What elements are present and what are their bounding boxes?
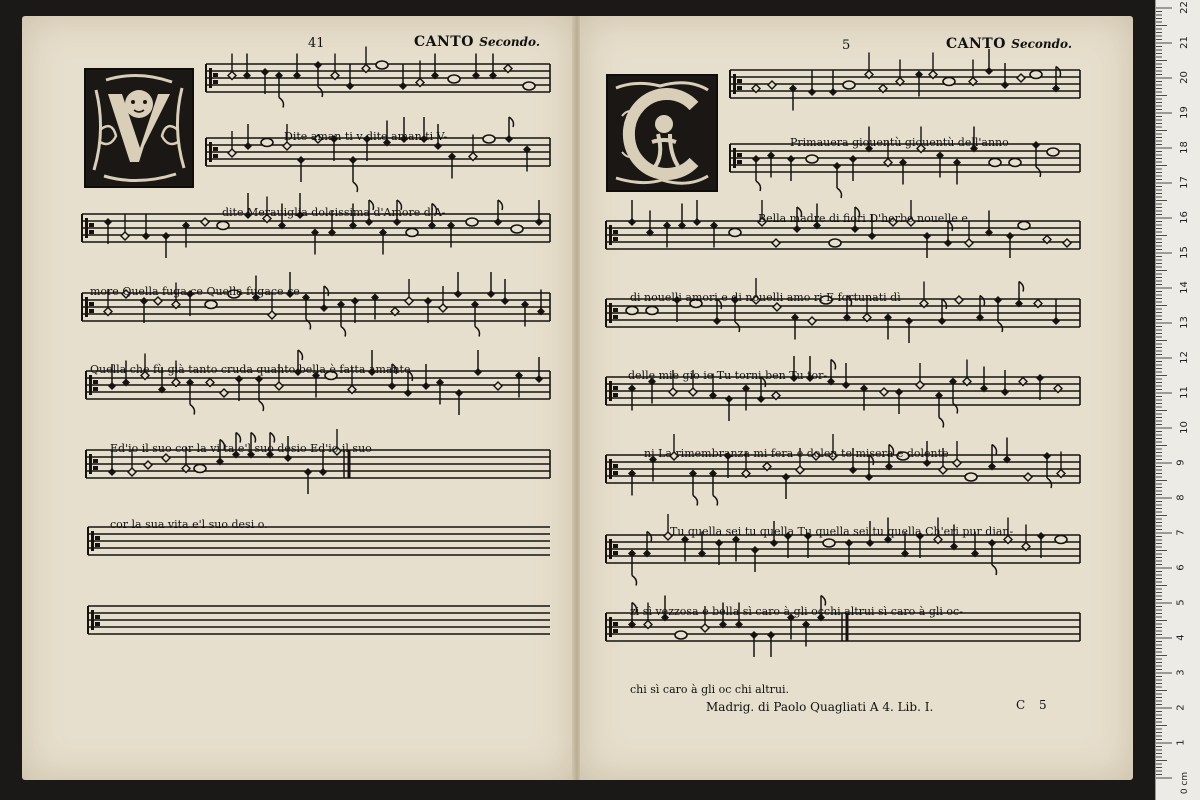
left-header-canto: CANTO xyxy=(414,34,474,50)
left-lyric-line-4: Quella che fù già tanto cruda quanto bella è fatta amante xyxy=(90,363,411,376)
left-lyric-line-3: more Quella fuga ce Quella fugace ce xyxy=(90,285,300,298)
right-staff-3 xyxy=(606,200,1080,258)
measuring-ruler xyxy=(1155,0,1200,800)
left-staff-3 xyxy=(82,193,550,258)
right-staff-5 xyxy=(606,356,1080,428)
left-page-number: 41 xyxy=(308,36,325,51)
left-header-secondo: Secondo. xyxy=(479,35,540,49)
signature-number: 5 xyxy=(1039,698,1047,712)
ruler-ticks xyxy=(1156,0,1200,800)
ruler-number: 9 xyxy=(1175,459,1187,466)
left-empty-staff-1 xyxy=(88,527,550,555)
left-staff-5 xyxy=(86,350,550,415)
ruler-number: 11 xyxy=(1178,386,1190,399)
ruler-number: 18 xyxy=(1178,141,1190,154)
ruler-number: 13 xyxy=(1178,316,1190,329)
right-lyric-line-4: delle mie gio ie Tu torni ben Tu tor- xyxy=(628,369,828,382)
colophon-footer: Madrig. di Paolo Quagliati A 4. Lib. I. xyxy=(706,700,934,714)
right-music-staves xyxy=(580,16,1133,780)
ruler-number: 15 xyxy=(1178,246,1190,259)
ruler-number: 16 xyxy=(1178,211,1190,224)
left-lyric-line-1: Dite aman ti v dite aman ti V- xyxy=(284,130,448,143)
ruler-number: 1 xyxy=(1175,739,1187,746)
ruler-number: 2 xyxy=(1175,704,1187,711)
ruler-number: 5 xyxy=(1175,599,1187,606)
left-staff-6 xyxy=(86,429,550,494)
right-lyric-line-7: zi sì vezzosa e bella sì caro à gli occhi altrui sì caro à gli oc- xyxy=(630,605,963,618)
left-staff-2 xyxy=(206,117,550,192)
left-lyric-line-5: Ed'io il suo cor la vi ta e'l suo desio Ed'io il suo xyxy=(110,442,372,455)
right-staff-1 xyxy=(730,49,1080,111)
ruler-number: 21 xyxy=(1178,36,1190,49)
signature-mark xyxy=(1016,698,1047,712)
left-staff-1 xyxy=(206,47,550,108)
ruler-number: 17 xyxy=(1178,176,1190,189)
left-lyric-line-2: dite Merauiglia dolcissima d'Amore d'A- xyxy=(222,206,446,219)
ruler-number: 6 xyxy=(1175,564,1187,571)
right-lyric-line-2: Bella madre di fiori D'herbe nouelle e xyxy=(758,212,968,225)
ruler-number: 19 xyxy=(1178,106,1190,119)
ruler-number: 4 xyxy=(1175,634,1187,641)
right-header-canto: CANTO xyxy=(946,36,1006,52)
ruler-number: 14 xyxy=(1178,281,1190,294)
ruler-number: 20 xyxy=(1178,71,1190,84)
right-staff-4 xyxy=(606,278,1080,343)
ruler-number: 12 xyxy=(1178,351,1190,364)
right-header-secondo: Secondo. xyxy=(1011,37,1072,51)
right-page-number: 5 xyxy=(842,38,851,53)
signature-letter: C xyxy=(1016,698,1026,712)
right-lyric-line-6: Tu quella sei tu quella Tu quella sei tu quella Ch'eri pur dian- xyxy=(670,525,1014,538)
ruler-number: 10 xyxy=(1178,421,1190,434)
ruler-unit-label: 0 cm xyxy=(1180,771,1191,795)
left-lyric-line-6: cor la sua vita e'l suo desi o. xyxy=(110,518,268,531)
left-page xyxy=(22,16,575,780)
left-empty-staff-2 xyxy=(88,606,550,634)
right-lyric-line-3: di nouelli amori e di nouelli amo ri E fortunati dì xyxy=(630,291,901,304)
right-page xyxy=(580,16,1133,780)
right-staff-6 xyxy=(606,434,1080,506)
ruler-number: 8 xyxy=(1175,494,1187,501)
left-staff-4 xyxy=(82,272,550,337)
right-lyric-line-8: chi sì caro à gli oc chi altrui. xyxy=(630,683,790,696)
ruler-number: 22 xyxy=(1178,1,1190,14)
right-lyric-line-5: ni La rimembranza mi fera e dolen te misera e dolente xyxy=(644,447,949,460)
right-lyric-line-1: Primauera giouentù giouentù dell'anno xyxy=(790,136,1009,149)
ruler-number: 7 xyxy=(1175,529,1187,536)
ruler-number: 3 xyxy=(1175,669,1187,676)
